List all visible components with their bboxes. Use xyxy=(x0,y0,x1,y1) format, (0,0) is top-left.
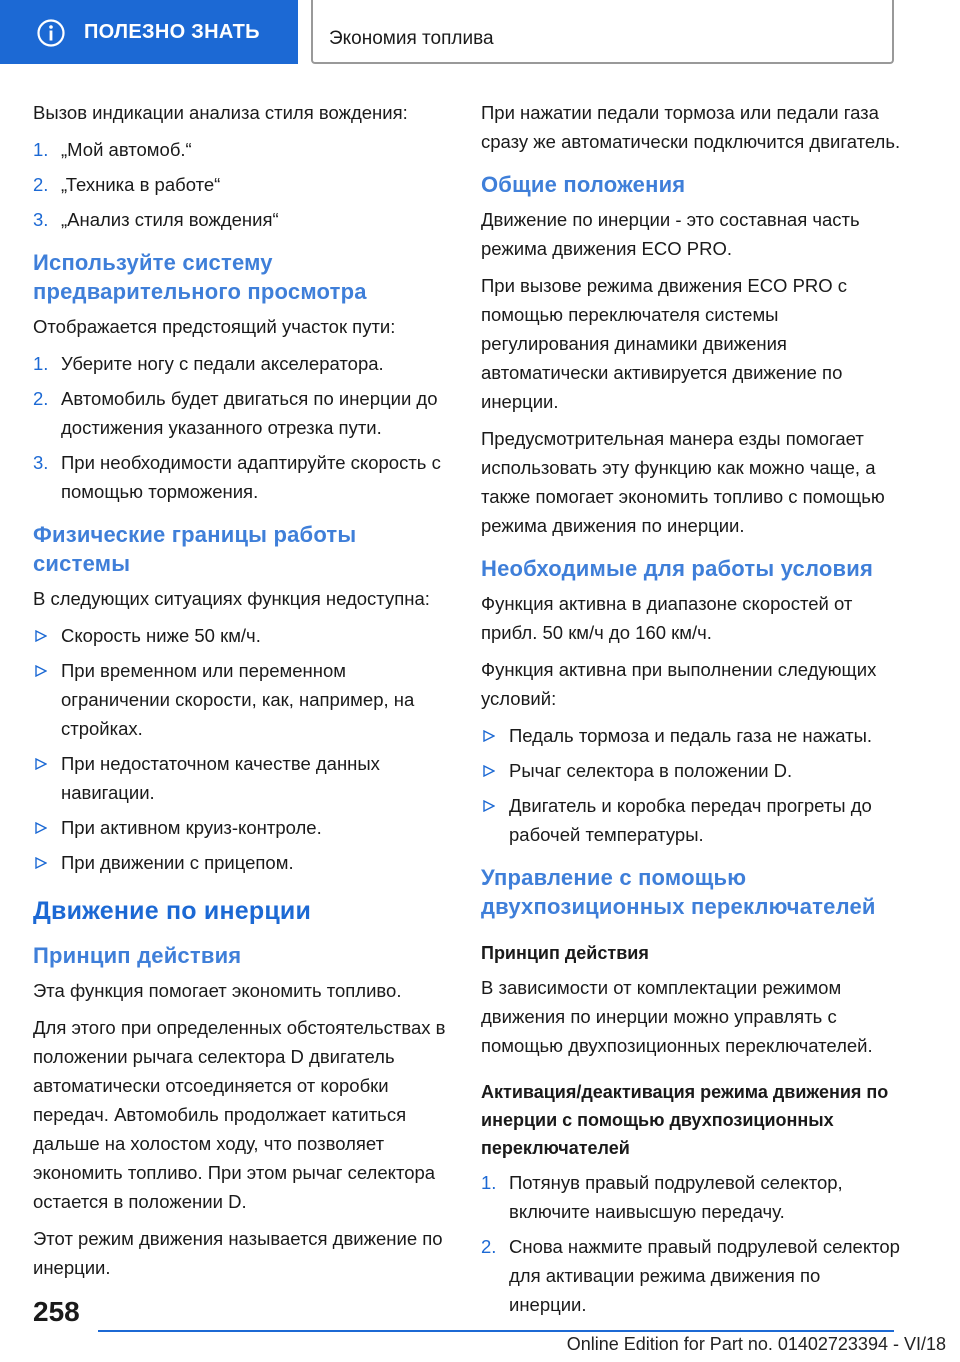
list-number: 3. xyxy=(33,209,49,230)
chapter-title: Экономия топлива xyxy=(329,28,494,49)
list-item: 2. „Техника в работе“ xyxy=(33,170,453,199)
triangle-bullet-icon xyxy=(483,800,495,812)
paragraph: При нажатии педали тормоза или педали газа сразу же автоматически подключится двигатель. xyxy=(481,102,901,152)
list-item: 1. Уберите ногу с педали акселератора. xyxy=(33,349,453,378)
triangle-bullet-icon xyxy=(35,758,47,770)
numbered-list-menu xyxy=(33,135,453,234)
page-number: 258 xyxy=(33,1296,80,1327)
list-item: При недостаточном качестве данных навигации. xyxy=(33,749,453,807)
bullet-list-conditions xyxy=(481,721,901,849)
list-number: 1. xyxy=(33,139,49,160)
heading-coasting: Движение по инерции xyxy=(33,897,312,925)
list-item: При временном или переменном ограничении скорости, как, например, на стройках. xyxy=(33,656,453,743)
section-tab xyxy=(0,0,298,64)
triangle-bullet-icon xyxy=(35,630,47,642)
heading-preview: Используйте систему предварительного просмотра xyxy=(33,250,367,304)
subheading-activation: Активация/деактивация режима движения по инерции с помощью двухпозиционных переключателей xyxy=(481,1082,889,1158)
paragraph: Вызов индикации анализа стиля вождения: xyxy=(33,102,408,123)
list-item: 3. При необходимости адаптируйте скорость с помощью торможения. xyxy=(33,448,453,506)
paragraph: Предусмотрительная манера езды помогает использовать эту функцию как можно чаще, а также помогает экономить топливо с помощью режима движения по инерции. xyxy=(481,428,885,536)
page-footer xyxy=(0,1290,960,1362)
paragraph: В следующих ситуациях функция недоступна: xyxy=(33,588,430,609)
footer-divider xyxy=(98,1330,894,1332)
heading-paddles: Управление с помощью двухпозиционных переключателей xyxy=(481,865,876,919)
list-number: 3. xyxy=(33,452,49,473)
info-icon xyxy=(36,18,66,48)
list-item: 2. Снова нажмите правый подрулевой селектор для активации режима движения по инерции. xyxy=(481,1232,901,1319)
section-tab-label: ПОЛЕЗНО ЗНАТЬ xyxy=(84,21,260,43)
list-number: 2. xyxy=(481,1236,497,1257)
list-number: 1. xyxy=(481,1172,497,1193)
paragraph: Функция активна в диапазоне скоростей от прибл. 50 км/ч до 160 км/ч. xyxy=(481,593,853,643)
list-item: 2. Автомобиль будет двигаться по инерции до достижения указанного отрезка пути. xyxy=(33,384,453,442)
bullet-list-limits xyxy=(33,621,453,877)
triangle-bullet-icon xyxy=(35,857,47,869)
right-column xyxy=(481,98,901,1325)
list-item: При активном круиз-контроле. xyxy=(33,813,453,842)
paragraph: Движение по инерции - это составная часть режима движения ECO PRO. xyxy=(481,209,860,259)
list-item: При движении с прицепом. xyxy=(33,848,453,877)
list-number: 2. xyxy=(33,388,49,409)
heading-limits: Физические границы работы системы xyxy=(33,522,357,576)
triangle-bullet-icon xyxy=(483,765,495,777)
list-item: Двигатель и коробка передач прогреты до рабочей температуры. xyxy=(481,791,901,849)
list-number: 1. xyxy=(33,353,49,374)
heading-conditions: Необходимые для работы условия xyxy=(481,556,873,581)
left-column xyxy=(33,98,453,1290)
triangle-bullet-icon xyxy=(35,822,47,834)
list-item: 3. „Анализ стиля вождения“ xyxy=(33,205,453,234)
paragraph: Функция активна при выполнении следующих условий: xyxy=(481,659,877,709)
paragraph: Этот режим движения называется движение по инерции. xyxy=(33,1228,443,1278)
paragraph: Для этого при определенных обстоятельствах в положении рычага селектора D двигатель автоматически отсоединяется от коробки передач. Автомобиль продолжает катиться дальше на холостом ходу, что позволяет экономить топливо. При этом рычаг селектора остается в положении D. xyxy=(33,1017,446,1212)
paragraph: При вызове режима движения ECO PRO с помощью переключателя системы регулирования динамики движения автоматически активируется движение по инерции. xyxy=(481,275,848,412)
heading-general: Общие положения xyxy=(481,172,686,197)
page-header xyxy=(0,0,960,66)
paragraph: Отображается предстоящий участок пути: xyxy=(33,316,396,337)
list-item: Педаль тормоза и педаль газа не нажаты. xyxy=(481,721,901,750)
list-item: Скорость ниже 50 км/ч. xyxy=(33,621,453,650)
numbered-list-preview xyxy=(33,349,453,506)
list-item: Рычаг селектора в положении D. xyxy=(481,756,901,785)
triangle-bullet-icon xyxy=(35,665,47,677)
edition-text: Online Edition for Part no. 01402723394 - VI/18 xyxy=(566,1334,946,1354)
paragraph: В зависимости от комплектации режимом движения по инерции можно управлять с помощью двухпозиционных переключателей. xyxy=(481,977,873,1056)
paragraph: Эта функция помогает экономить топливо. xyxy=(33,980,402,1001)
heading-principle: Принцип действия xyxy=(33,943,242,968)
triangle-bullet-icon xyxy=(483,730,495,742)
list-number: 2. xyxy=(33,174,49,195)
list-item: 1. „Мой автомоб.“ xyxy=(33,135,453,164)
list-item: 1. Потянув правый подрулевой селектор, включите наивысшую передачу. xyxy=(481,1168,901,1226)
chapter-title-box xyxy=(311,0,894,64)
subheading-principle: Принцип действия xyxy=(481,943,649,963)
